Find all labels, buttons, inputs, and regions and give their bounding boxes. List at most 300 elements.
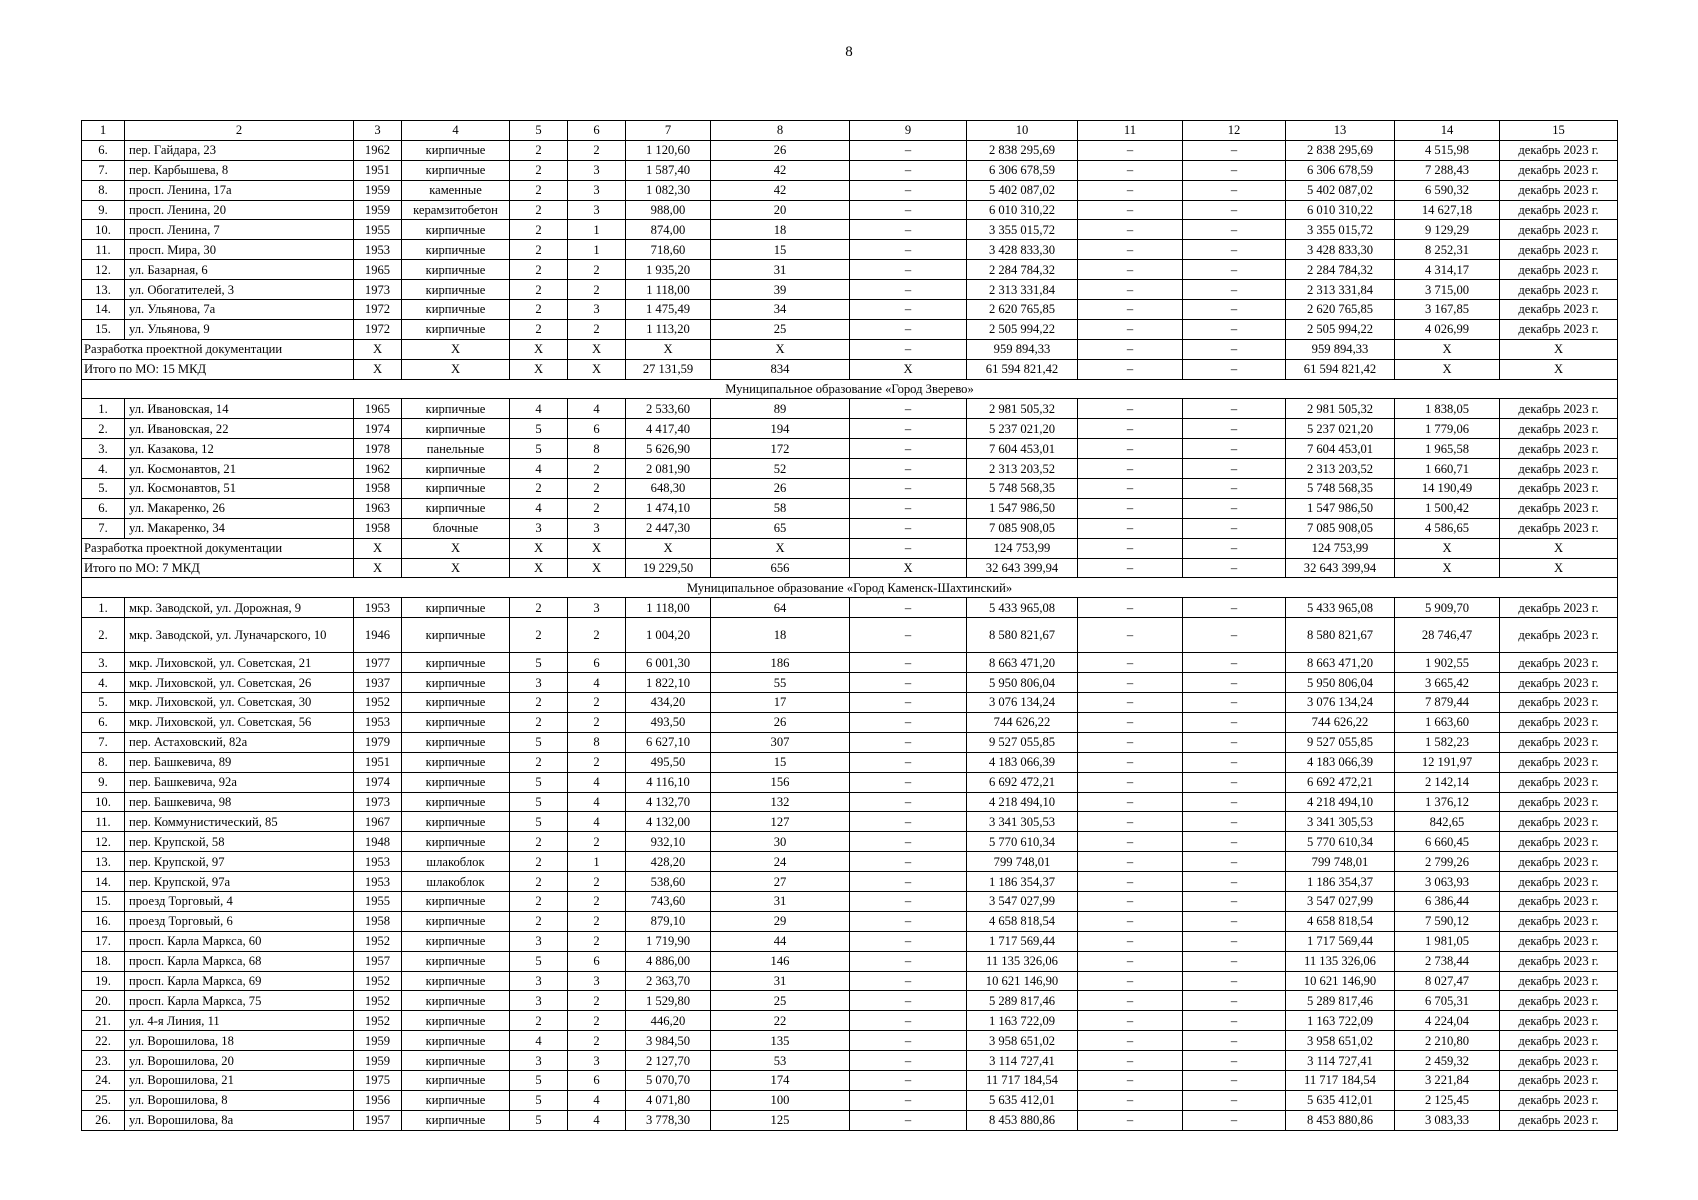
address-cell: ул. Ивановская, 14 (125, 399, 354, 419)
table-cell: 2 127,70 (626, 1051, 711, 1071)
table-cell: 4 (568, 1110, 626, 1130)
table-cell: X (1500, 359, 1618, 379)
table-cell: 1959 (354, 1031, 402, 1051)
table-cell: 65 (711, 518, 850, 538)
table-cell: – (850, 240, 967, 260)
table-cell: – (1183, 160, 1286, 180)
table-cell: 5 950 806,04 (1286, 673, 1395, 693)
table-cell: – (1183, 1070, 1286, 1090)
table-cell: – (1078, 598, 1183, 618)
table-cell: 538,60 (626, 872, 711, 892)
table-cell: 11 717 184,54 (1286, 1070, 1395, 1090)
table-cell: 15 (711, 240, 850, 260)
table-cell: – (850, 911, 967, 931)
table-row (82, 319, 1618, 339)
table-cell: – (850, 399, 967, 419)
table-cell: 1974 (354, 419, 402, 439)
table-cell: 3 083,33 (1395, 1110, 1500, 1130)
table-cell: 3 (510, 931, 568, 951)
table-cell: 3 355 015,72 (967, 220, 1078, 240)
table-cell: – (1078, 339, 1183, 359)
summary-row (82, 339, 1618, 359)
table-cell: X (568, 359, 626, 379)
table-cell: 1 547 986,50 (967, 498, 1078, 518)
table-cell: 186 (711, 653, 850, 673)
table-cell: 2 125,45 (1395, 1090, 1500, 1110)
table-cell: X (354, 558, 402, 578)
table-cell: 55 (711, 673, 850, 693)
table-row (82, 419, 1618, 439)
table-cell: 1951 (354, 160, 402, 180)
table-cell: 2 (510, 752, 568, 772)
header-cell: 11 (1078, 121, 1183, 141)
table-cell: 1 717 569,44 (1286, 931, 1395, 951)
table-cell: 1 082,30 (626, 180, 711, 200)
table-cell: декабрь 2023 г. (1500, 971, 1618, 991)
table-cell: 1 717 569,44 (967, 931, 1078, 951)
table-cell: декабрь 2023 г. (1500, 459, 1618, 479)
table-cell: 1953 (354, 240, 402, 260)
table-cell: шлакоблок (402, 872, 510, 892)
table-cell: X (402, 359, 510, 379)
table-cell: кирпичные (402, 240, 510, 260)
table-cell: 7. (82, 160, 125, 180)
table-cell: 743,60 (626, 891, 711, 911)
table-cell: 1 660,71 (1395, 459, 1500, 479)
table-cell: 12 191,97 (1395, 752, 1500, 772)
address-cell: ул. Макаренко, 26 (125, 498, 354, 518)
table-cell: – (1183, 518, 1286, 538)
table-row (82, 891, 1618, 911)
table-cell: – (1078, 891, 1183, 911)
table-cell: – (1183, 220, 1286, 240)
table-cell: декабрь 2023 г. (1500, 300, 1618, 320)
table-cell: 3 778,30 (626, 1110, 711, 1130)
table-cell: – (1078, 752, 1183, 772)
table-cell: – (1183, 812, 1286, 832)
table-cell: кирпичные (402, 772, 510, 792)
table-row (82, 951, 1618, 971)
table-cell: 4 (568, 772, 626, 792)
table-cell: 61 594 821,42 (967, 359, 1078, 379)
address-cell: пер. Башкевича, 89 (125, 752, 354, 772)
table-cell: – (1078, 140, 1183, 160)
table-cell: 3 958 651,02 (1286, 1031, 1395, 1051)
table-cell: 26. (82, 1110, 125, 1130)
table-cell: 124 753,99 (1286, 538, 1395, 558)
table-cell: X (402, 558, 510, 578)
table-cell: 5 433 965,08 (1286, 598, 1395, 618)
table-cell: X (568, 558, 626, 578)
table-cell: 25 (711, 319, 850, 339)
table-cell: 1965 (354, 399, 402, 419)
table-cell: X (402, 538, 510, 558)
address-cell: просп. Карла Маркса, 69 (125, 971, 354, 991)
address-cell: мкр. Лиховской, ул. Советская, 56 (125, 712, 354, 732)
table-cell: 9 527 055,85 (967, 732, 1078, 752)
header-cell: 15 (1500, 121, 1618, 141)
table-cell: 5 289 817,46 (967, 991, 1078, 1011)
table-cell: декабрь 2023 г. (1500, 832, 1618, 852)
table-cell: 1 719,90 (626, 931, 711, 951)
table-cell: – (1183, 339, 1286, 359)
table-cell: – (1078, 812, 1183, 832)
table-cell: кирпичные (402, 732, 510, 752)
table-cell: – (1183, 459, 1286, 479)
table-cell: 6 001,30 (626, 653, 711, 673)
table-cell: – (1078, 712, 1183, 732)
header-cell: 3 (354, 121, 402, 141)
address-cell: пер. Крупской, 58 (125, 832, 354, 852)
table-cell: 125 (711, 1110, 850, 1130)
table-cell: 20 (711, 200, 850, 220)
table-cell: 31 (711, 971, 850, 991)
table-cell: 172 (711, 439, 850, 459)
table-cell: – (1078, 518, 1183, 538)
table-cell: – (850, 852, 967, 872)
address-cell: ул. Космонавтов, 51 (125, 479, 354, 499)
table-cell: 5 (510, 1110, 568, 1130)
address-cell: ул. Ворошилова, 8 (125, 1090, 354, 1110)
table-cell: 2 (510, 140, 568, 160)
table-cell: 6 (568, 951, 626, 971)
table-cell: 2 459,32 (1395, 1051, 1500, 1071)
address-cell: пер. Коммунистический, 85 (125, 812, 354, 832)
address-cell: просп. Ленина, 17а (125, 180, 354, 200)
table-cell: декабрь 2023 г. (1500, 200, 1618, 220)
table-cell: 1 186 354,37 (967, 872, 1078, 892)
table-cell: – (1183, 1051, 1286, 1071)
table-cell: 1 965,58 (1395, 439, 1500, 459)
table-cell: 1 902,55 (1395, 653, 1500, 673)
table-cell: 3 221,84 (1395, 1070, 1500, 1090)
table-cell: – (850, 459, 967, 479)
table-cell: 2 (510, 300, 568, 320)
table-cell: 3 (510, 991, 568, 1011)
table-cell: 1965 (354, 260, 402, 280)
table-cell: декабрь 2023 г. (1500, 653, 1618, 673)
header-cell: 13 (1286, 121, 1395, 141)
table-cell: 26 (711, 479, 850, 499)
table-cell: 127 (711, 812, 850, 832)
table-row (82, 260, 1618, 280)
table-cell: 19. (82, 971, 125, 991)
table-cell: кирпичные (402, 399, 510, 419)
table-cell: кирпичные (402, 1070, 510, 1090)
summary-row (82, 558, 1618, 578)
table-row (82, 300, 1618, 320)
table-cell: 2 (510, 872, 568, 892)
table-cell: 1956 (354, 1090, 402, 1110)
table-cell: – (1183, 991, 1286, 1011)
table-row (82, 1031, 1618, 1051)
address-cell: ул. Ульянова, 7а (125, 300, 354, 320)
section-title: Муниципальное образование «Город Каменск-Шахтинский» (82, 578, 1618, 598)
table-cell: 2 (568, 832, 626, 852)
table-cell: 2 313 203,52 (967, 459, 1078, 479)
table-cell: 1 981,05 (1395, 931, 1500, 951)
table-cell: 1 004,20 (626, 618, 711, 653)
table-cell: 2 838 295,69 (1286, 140, 1395, 160)
table-cell: 1973 (354, 280, 402, 300)
table-cell: 4 026,99 (1395, 319, 1500, 339)
table-cell: – (1078, 792, 1183, 812)
municipality-section-row (82, 379, 1618, 399)
table-cell: 15 (711, 752, 850, 772)
table-cell: 5 289 817,46 (1286, 991, 1395, 1011)
table-cell: кирпичные (402, 991, 510, 1011)
table-cell: кирпичные (402, 319, 510, 339)
section-title: Муниципальное образование «Город Зверево» (82, 379, 1618, 399)
table-cell: 8 453 880,86 (967, 1110, 1078, 1130)
address-cell: ул. Ворошилова, 8а (125, 1110, 354, 1130)
table-cell: 8 (568, 439, 626, 459)
table-cell: – (1078, 220, 1183, 240)
table-cell: 1958 (354, 518, 402, 538)
table-cell: декабрь 2023 г. (1500, 498, 1618, 518)
table-cell: – (850, 792, 967, 812)
table-cell: 4 071,80 (626, 1090, 711, 1110)
table-cell: – (1078, 1110, 1183, 1130)
table-cell: 1 474,10 (626, 498, 711, 518)
table-cell: 6 386,44 (1395, 891, 1500, 911)
table-cell: – (1183, 260, 1286, 280)
table-cell: 446,20 (626, 1011, 711, 1031)
table-cell: кирпичные (402, 160, 510, 180)
table-cell: X (510, 339, 568, 359)
table-cell: кирпичные (402, 598, 510, 618)
table-cell: 14. (82, 300, 125, 320)
table-cell: 3 355 015,72 (1286, 220, 1395, 240)
table-cell: 2 142,14 (1395, 772, 1500, 792)
table-cell: 3 547 027,99 (1286, 891, 1395, 911)
table-cell: 27 (711, 872, 850, 892)
table-cell: кирпичные (402, 300, 510, 320)
summary-label: Разработка проектной документации (82, 538, 354, 558)
table-cell: кирпичные (402, 712, 510, 732)
table-cell: 1 (568, 220, 626, 240)
address-cell: пер. Карбышева, 8 (125, 160, 354, 180)
address-cell: просп. Ленина, 20 (125, 200, 354, 220)
table-cell: – (1078, 459, 1183, 479)
table-cell: 1958 (354, 479, 402, 499)
table-cell: – (1078, 180, 1183, 200)
table-cell: 5 070,70 (626, 1070, 711, 1090)
table-cell: 3 715,00 (1395, 280, 1500, 300)
table-cell: – (1183, 1031, 1286, 1051)
table-cell: – (1183, 419, 1286, 439)
table-cell: 4. (82, 673, 125, 693)
table-cell: декабрь 2023 г. (1500, 160, 1618, 180)
table-cell: – (1078, 951, 1183, 971)
table-cell: 3 (568, 1051, 626, 1071)
address-cell: просп. Ленина, 7 (125, 220, 354, 240)
table-cell: – (1078, 479, 1183, 499)
table-cell: 24 (711, 852, 850, 872)
table-cell: – (1183, 772, 1286, 792)
table-cell: 2 (568, 260, 626, 280)
address-cell: ул. Ворошилова, 21 (125, 1070, 354, 1090)
table-cell: 1 529,80 (626, 991, 711, 1011)
table-cell: 7 604 453,01 (967, 439, 1078, 459)
table-cell: – (1078, 1011, 1183, 1031)
table-cell: – (1078, 618, 1183, 653)
table-row (82, 832, 1618, 852)
table-cell: декабрь 2023 г. (1500, 1090, 1618, 1110)
table-cell: 4 586,65 (1395, 518, 1500, 538)
table-cell: 1948 (354, 832, 402, 852)
table-cell: – (1183, 693, 1286, 713)
table-cell: 1 547 986,50 (1286, 498, 1395, 518)
table-cell: 1946 (354, 618, 402, 653)
table-cell: 1955 (354, 220, 402, 240)
table-cell: 1. (82, 399, 125, 419)
table-cell: X (850, 558, 967, 578)
address-cell: ул. Казакова, 12 (125, 439, 354, 459)
address-cell: мкр. Лиховской, ул. Советская, 30 (125, 693, 354, 713)
table-cell: 24. (82, 1070, 125, 1090)
table-cell: 5 (510, 653, 568, 673)
table-cell: 27 131,59 (626, 359, 711, 379)
table-cell: 3 114 727,41 (1286, 1051, 1395, 1071)
table-cell: 132 (711, 792, 850, 812)
table-cell: 4 658 818,54 (1286, 911, 1395, 931)
table-cell: – (1078, 260, 1183, 280)
table-cell: 2 313 331,84 (967, 280, 1078, 300)
table-cell: – (1183, 673, 1286, 693)
table-cell: – (1078, 200, 1183, 220)
table-cell: 4 (568, 673, 626, 693)
table-cell: 2 (510, 598, 568, 618)
table-cell: – (1183, 792, 1286, 812)
table-cell: 2 (568, 280, 626, 300)
table-cell: 4 (568, 399, 626, 419)
table-row (82, 732, 1618, 752)
table-cell: 3 (568, 518, 626, 538)
table-cell: 5. (82, 693, 125, 713)
header-cell: 12 (1183, 121, 1286, 141)
table-cell: 7 288,43 (1395, 160, 1500, 180)
table-cell: 3 428 833,30 (1286, 240, 1395, 260)
table-cell: декабрь 2023 г. (1500, 1011, 1618, 1031)
table-cell: 3 547 027,99 (967, 891, 1078, 911)
table-cell: – (1183, 140, 1286, 160)
table-cell: – (1078, 971, 1183, 991)
table-row (82, 140, 1618, 160)
table-cell: 3 (510, 518, 568, 538)
table-cell: X (1500, 538, 1618, 558)
address-cell: просп. Карла Маркса, 75 (125, 991, 354, 1011)
address-cell: мкр. Заводской, ул. Луначарского, 10 (125, 618, 354, 653)
table-row (82, 693, 1618, 713)
table-cell: 8 453 880,86 (1286, 1110, 1395, 1130)
table-cell: 8 580 821,67 (1286, 618, 1395, 653)
table-cell: панельные (402, 439, 510, 459)
table-row (82, 752, 1618, 772)
table-cell: 1 113,20 (626, 319, 711, 339)
table-cell: 1953 (354, 598, 402, 618)
table-cell: 4 (510, 1031, 568, 1051)
table-cell: 3 (510, 673, 568, 693)
table-cell: 11. (82, 240, 125, 260)
table-cell: 6 705,31 (1395, 991, 1500, 1011)
table-cell: 2 505 994,22 (1286, 319, 1395, 339)
table-cell: 4 (568, 792, 626, 812)
table-cell: – (1183, 180, 1286, 200)
table-cell: 17 (711, 693, 850, 713)
table-row (82, 1051, 1618, 1071)
table-cell: декабрь 2023 г. (1500, 693, 1618, 713)
table-cell: 834 (711, 359, 850, 379)
table-cell: – (1183, 891, 1286, 911)
table-cell: – (1183, 200, 1286, 220)
table-cell: декабрь 2023 г. (1500, 951, 1618, 971)
table-cell: 2 313 203,52 (1286, 459, 1395, 479)
table-cell: 29 (711, 911, 850, 931)
table-cell: 2. (82, 618, 125, 653)
table-cell: 2 (510, 693, 568, 713)
table-cell: 20. (82, 991, 125, 1011)
table-cell: 2 (510, 479, 568, 499)
summary-label: Разработка проектной документации (82, 339, 354, 359)
table-cell: 2 (510, 160, 568, 180)
table-cell: декабрь 2023 г. (1500, 1070, 1618, 1090)
table-cell: – (1183, 951, 1286, 971)
table-row (82, 991, 1618, 1011)
table-cell: 2 (568, 1031, 626, 1051)
table-cell: 1959 (354, 200, 402, 220)
table-cell: 5 748 568,35 (967, 479, 1078, 499)
table-cell: 2 363,70 (626, 971, 711, 991)
table-cell: 744 626,22 (967, 712, 1078, 732)
table-cell: декабрь 2023 г. (1500, 812, 1618, 832)
table-cell: 1 186 354,37 (1286, 872, 1395, 892)
table-cell: кирпичные (402, 1031, 510, 1051)
table-cell: декабрь 2023 г. (1500, 618, 1618, 653)
table-row (82, 459, 1618, 479)
table-cell: 39 (711, 280, 850, 300)
table-cell: 2 284 784,32 (967, 260, 1078, 280)
table-cell: 32 643 399,94 (1286, 558, 1395, 578)
table-cell: X (1500, 558, 1618, 578)
table-cell: 2 838 295,69 (967, 140, 1078, 160)
table-cell: 1957 (354, 951, 402, 971)
address-cell: ул. Ульянова, 9 (125, 319, 354, 339)
table-cell: декабрь 2023 г. (1500, 319, 1618, 339)
table-cell: 3 341 305,53 (1286, 812, 1395, 832)
table-cell: кирпичные (402, 832, 510, 852)
table-cell: декабрь 2023 г. (1500, 792, 1618, 812)
table-cell: 6 (568, 419, 626, 439)
table-cell: – (1183, 852, 1286, 872)
table-cell: 15. (82, 319, 125, 339)
table-cell: 1 779,06 (1395, 419, 1500, 439)
table-cell: декабрь 2023 г. (1500, 220, 1618, 240)
table-row (82, 240, 1618, 260)
table-row (82, 911, 1618, 931)
table-cell: – (850, 220, 967, 240)
table-cell: – (850, 439, 967, 459)
table-cell: 1962 (354, 140, 402, 160)
table-row (82, 1110, 1618, 1130)
table-cell: 3 958 651,02 (967, 1031, 1078, 1051)
table-cell: 8 252,31 (1395, 240, 1500, 260)
table-cell: 8 (568, 732, 626, 752)
table-cell: 31 (711, 260, 850, 280)
table-cell: 988,00 (626, 200, 711, 220)
table-cell: 1 838,05 (1395, 399, 1500, 419)
table-cell: 5 (510, 419, 568, 439)
